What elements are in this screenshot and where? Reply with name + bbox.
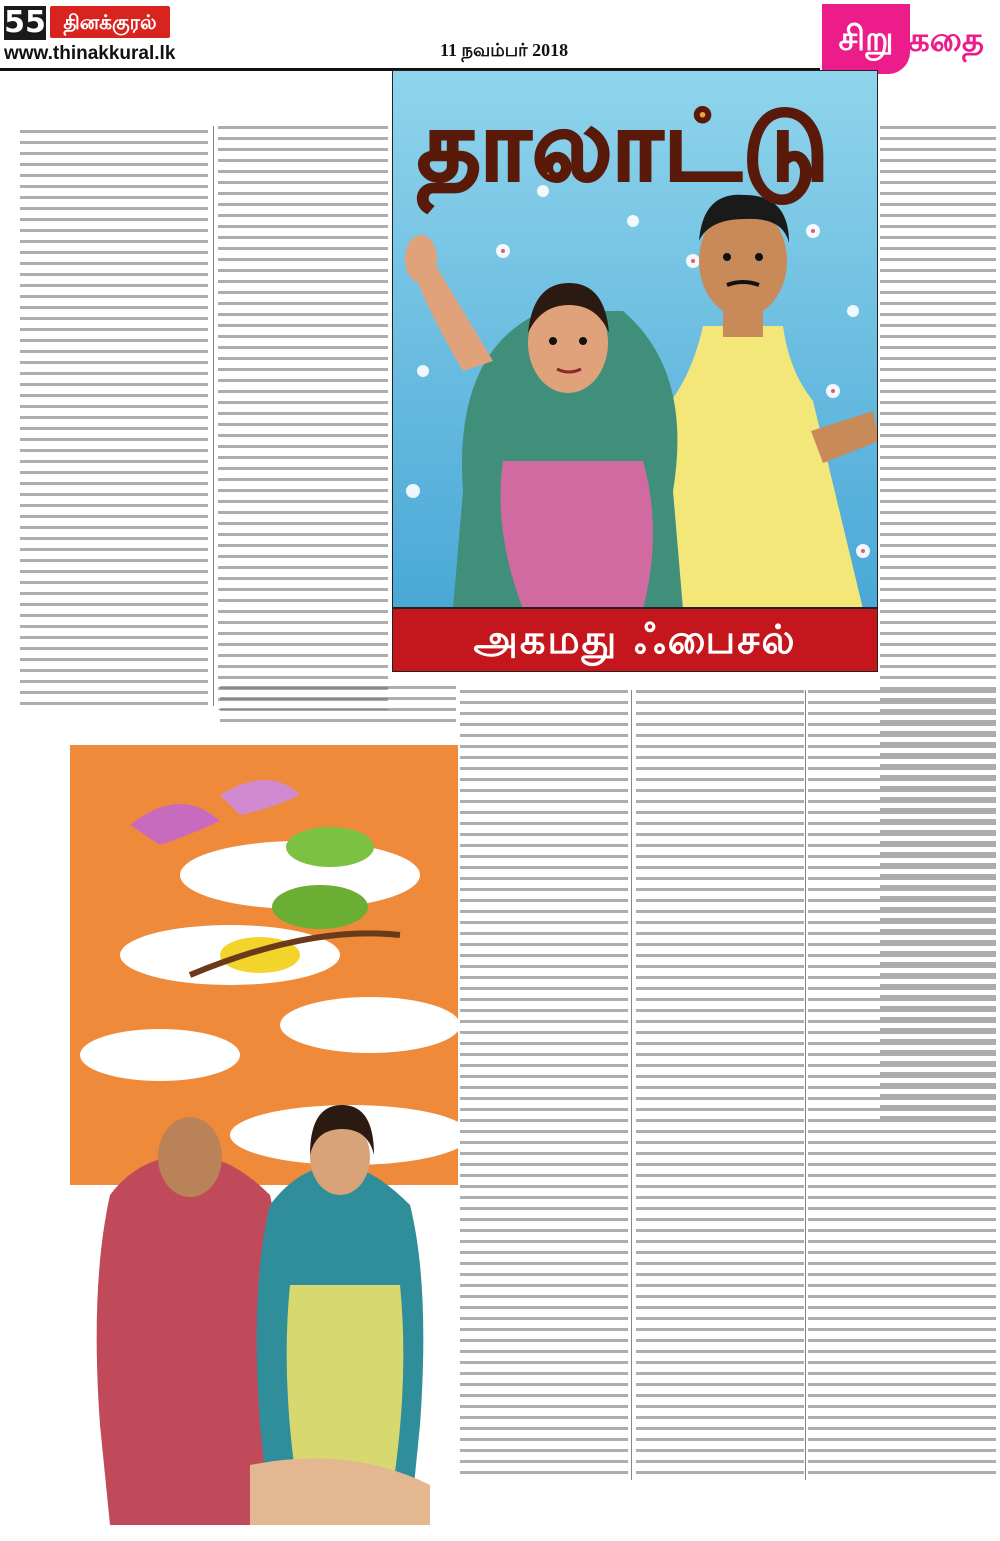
- column-divider: [213, 126, 214, 706]
- column-5-text: [636, 690, 804, 1480]
- column-7-text: [220, 686, 456, 730]
- page-number: 55: [4, 5, 46, 40]
- column-4-text: [460, 690, 628, 1480]
- second-illustration: [70, 725, 458, 1541]
- site-url[interactable]: www.thinakkural.lk: [4, 43, 176, 64]
- column-divider: [805, 690, 806, 1480]
- column-6-text: [808, 690, 996, 1480]
- author-band: [392, 608, 878, 672]
- section-label-part2: கதை: [908, 20, 985, 60]
- author-name: அகமது ஃபைசல்: [473, 617, 797, 663]
- column-divider: [631, 690, 632, 1480]
- column-1-text: [20, 130, 208, 710]
- section-label-part1: சிறு: [822, 4, 910, 74]
- column-2-text: [218, 126, 388, 710]
- story-title: தாலாட்டு: [417, 90, 831, 202]
- section-logo: [822, 4, 996, 76]
- issue-date: 11 நவம்பர் 2018: [440, 40, 569, 60]
- newspaper-brand: தினக்குரல்: [50, 6, 170, 38]
